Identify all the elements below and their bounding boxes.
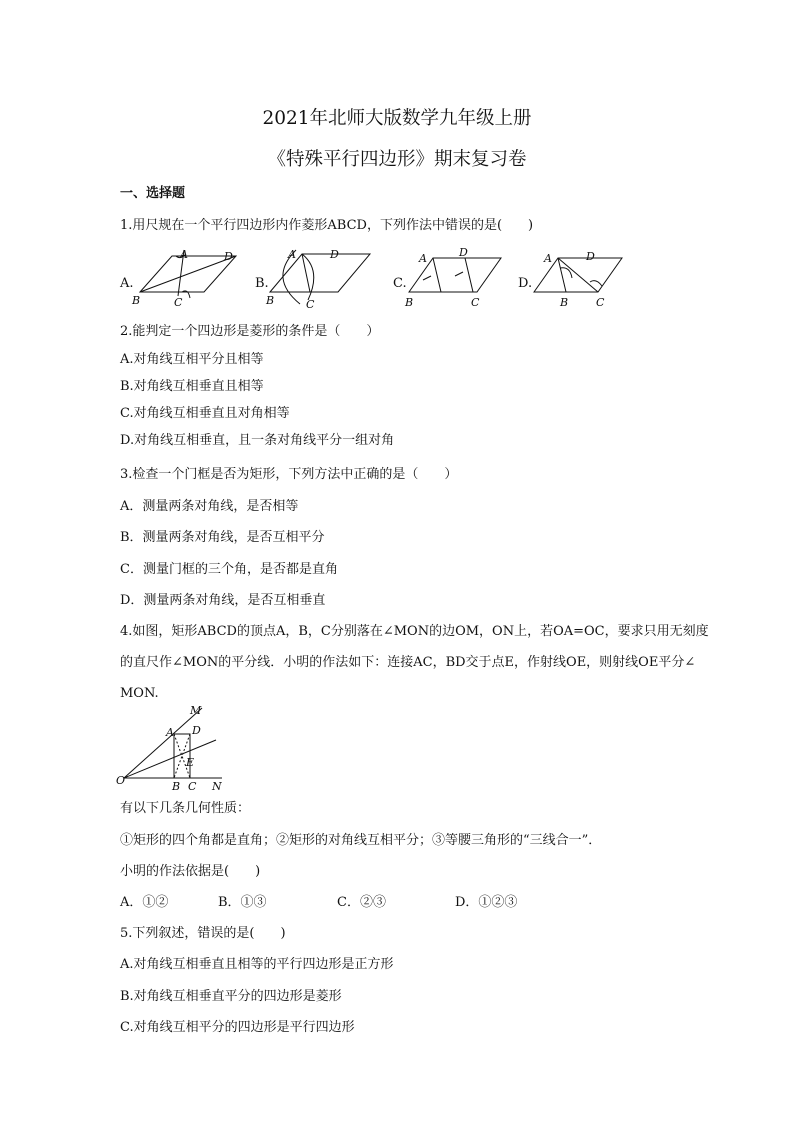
q1-option-b-label: B. xyxy=(255,276,269,291)
q5-option-b: B.对角线互相垂直平分的四边形是菱形 xyxy=(120,989,342,1004)
question-4-stem-line-1: 4.如图，矩形ABCD的顶点A，B，C分别落在∠MON的边OM，ON上，若OA=OC，要求只用无刻度 xyxy=(120,624,709,639)
q4-label-d: D xyxy=(192,724,201,737)
q1-figure-b xyxy=(266,248,376,310)
question-4-stem-line-3: MON. xyxy=(120,686,159,701)
q4-label-c: C xyxy=(188,780,197,793)
q1b-vertex-c: C xyxy=(306,298,315,311)
q3-option-a: A．测量两条对角线，是否相等 xyxy=(120,499,299,514)
q1-figure-d xyxy=(530,248,644,310)
q1c-vertex-d: D xyxy=(459,246,468,259)
q1a-vertex-d: D xyxy=(224,250,233,263)
q2-option-c: C.对角线互相垂直且对角相等 xyxy=(120,406,290,421)
q4-label-m: M xyxy=(190,704,202,717)
q5-option-c: C.对角线互相平分的四边形是平行四边形 xyxy=(120,1020,355,1035)
q1-figure-a xyxy=(132,248,244,310)
q4-option-c: C．②③ xyxy=(337,895,386,910)
q1c-vertex-b: B xyxy=(405,296,414,309)
q2-option-d: D.对角线互相垂直，且一条对角线平分一组对角 xyxy=(120,433,395,448)
q4-label-a: A xyxy=(166,726,174,739)
q4-ask: 小明的作法依据是( ) xyxy=(120,864,261,879)
q1b-vertex-a: A xyxy=(288,248,296,261)
q1b-vertex-d: D xyxy=(330,248,339,261)
q1a-vertex-c: C xyxy=(174,296,183,309)
question-2-stem: 2.能判定一个四边形是菱形的条件是（ ） xyxy=(120,324,380,339)
q1d-vertex-c: C xyxy=(596,296,605,309)
q4-label-n: N xyxy=(212,780,222,793)
q4-properties-intro: 有以下几条几何性质： xyxy=(120,801,251,816)
q4-figure xyxy=(116,706,228,794)
q1d-vertex-d: D xyxy=(586,250,595,263)
q1d-vertex-b: B xyxy=(560,296,569,309)
question-5-stem: 5.下列叙述，错误的是( ) xyxy=(120,926,286,941)
q1b-vertex-b: B xyxy=(266,294,275,307)
q1c-vertex-a: A xyxy=(419,252,427,265)
q1c-vertex-c: C xyxy=(471,296,480,309)
q3-option-b: B．测量两条对角线，是否互相平分 xyxy=(120,530,325,545)
q1-option-c-label: C. xyxy=(393,276,407,291)
q1-figure-c xyxy=(405,248,517,310)
q4-label-b: B xyxy=(172,780,181,793)
q4-option-d: D．①②③ xyxy=(455,895,518,910)
q4-option-b: B．①③ xyxy=(218,895,267,910)
page-title: 2021年北师大版数学九年级上册 xyxy=(262,108,532,129)
q4-option-a: A．①② xyxy=(120,895,169,910)
q2-option-b: B.对角线互相垂直且相等 xyxy=(120,379,264,394)
q1-option-a-label: A. xyxy=(120,276,134,291)
q4-label-e: E xyxy=(186,756,195,769)
q4-properties: ①矩形的四个角都是直角；②矩形的对角线互相平分；③等腰三角形的“三线合一”． xyxy=(120,833,602,848)
q1a-vertex-b: B xyxy=(132,294,141,307)
q1-option-d-label: D. xyxy=(518,276,533,291)
q3-option-d: D．测量两条对角线，是否互相垂直 xyxy=(120,593,326,608)
question-1-stem: 1.用尺规在一个平行四边形内作菱形ABCD，下列作法中错误的是( ) xyxy=(120,218,534,233)
page-subtitle: 《特殊平行四边形》期末复习卷 xyxy=(267,149,527,170)
question-4-stem-line-2: 的直尺作∠MON的平分线．小明的作法如下：连接AC，BD交于点E，作射线OE，则射线OE平分∠ xyxy=(120,655,696,670)
section-heading: 一、选择题 xyxy=(120,186,186,201)
q5-option-a: A.对角线互相垂直且相等的平行四边形是正方形 xyxy=(120,957,394,972)
q3-option-c: C．测量门框的三个角，是否都是直角 xyxy=(120,562,338,577)
q1d-vertex-a: A xyxy=(544,252,552,265)
q2-option-a: A.对角线互相平分且相等 xyxy=(120,352,264,367)
q1a-vertex-a: A xyxy=(180,248,188,261)
question-3-stem: 3.检查一个门框是否为矩形，下列方法中正确的是（ ） xyxy=(120,467,458,482)
q4-label-o: O xyxy=(116,774,126,787)
